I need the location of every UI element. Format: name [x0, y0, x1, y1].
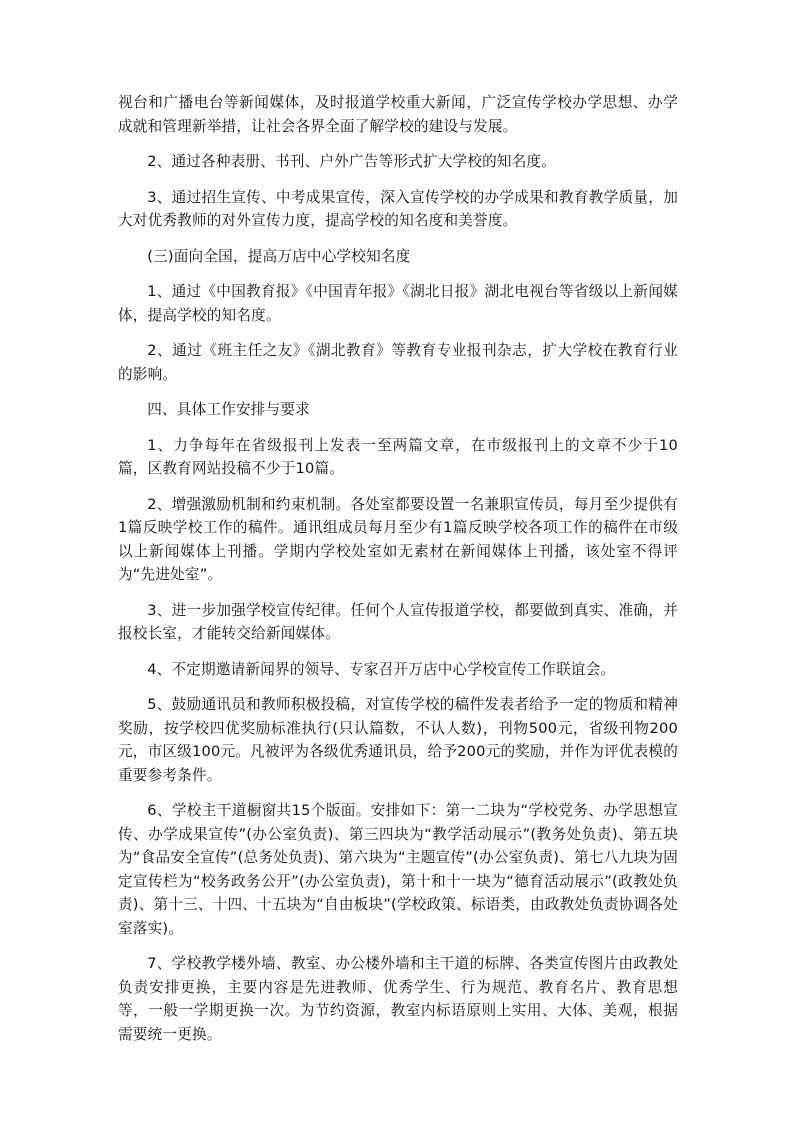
- paragraph-item-1-articles: 1、力争每年在省级报刊上发表一至两篇文章，在市级报刊上的文章不少于10篇，区教育网站投稿不少于10篇。: [118, 436, 678, 477]
- paragraph-item-2-brochures: 2、通过各种表册、书刊、户外广告等形式扩大学校的知名度。: [147, 153, 557, 170]
- paragraph-item-3-enrollment: 3、通过招生宣传、中考成果宣传，深入宣传学校的办学成果和教育教学质量，加大对优秀教师的对外宣传力度，提高学校的知名度和美誉度。: [118, 188, 678, 229]
- paragraph-item-3-discipline: 3、进一步加强学校宣传纪律。任何个人宣传报道学校，都要做到真实、准确，并报校长室，才能转交给新闻媒体。: [118, 601, 678, 642]
- section-heading-national: (三)面向全国，提高万店中心学校知名度: [147, 247, 411, 265]
- paragraph-item-1-provincial-media: 1、通过《中国教育报》《中国青年报》《湖北日报》湖北电视台等省级以上新闻媒体，提高学校的知名度。: [118, 283, 678, 324]
- document-body: [118, 91, 678, 1058]
- paragraph-item-7-signage: 7、学校教学楼外墙、教室、办公楼外墙和主干道的标牌、各类宣传图片由政教处负责安排更换，主要内容是先进教师、优秀学生、行为规范、教育名片、教育思想等，一般一学期更换一次。为节约资源，教室内标语原则上实用、大体、美观，根据需要统一更换。: [118, 955, 678, 1043]
- paragraph-item-6-showcase: 6、学校主干道橱窗共15个版面。安排如下：第一二块为“学校党务、办学思想宣传、办学成果宣传”(办公室负责)、第三四块为“教学活动展示”(教务处负责)、第五块为“食品安全宣传”(总务处负责)、第六块为“主题宣传”(办公室负责)、第七八九块为固定宣传栏为“校务政务公开”(办公室负责)，第十和十一块为“德育活动展示”(政教处负责)、第十三、十四、十五块为“自由板块”(学校政策、标语类，由政教处负责协调各处室落实)。: [118, 802, 678, 937]
- section-heading-arrangements: 四、具体工作安排与要求: [147, 401, 310, 418]
- paragraph-continued: 视台和广播电台等新闻媒体，及时报道学校重大新闻，广泛宣传学校办学思想、办学成就和管理新举措，让社会各界全面了解学校的建设与发展。: [118, 94, 678, 135]
- paragraph-item-4-press-meeting: 4、不定期邀请新闻界的领导、专家召开万店中心学校宣传工作联谊会。: [147, 660, 616, 678]
- paragraph-item-2-journals: 2、通过《班主任之友》《湖北教育》等教育专业报刊杂志，扩大学校在教育行业的影响。: [118, 342, 678, 383]
- paragraph-item-5-rewards: 5、鼓励通讯员和教师积极投稿，对宣传学校的稿件发表者给予一定的物质和精神奖励，按学校四优奖励标准执行(只认篇数，不认人数)，刊物500元，省级刊物200元，市区级100元。凡被评为各级优秀通讯员，给予200元的奖励，并作为评优表模的重要参考条件。: [118, 696, 678, 784]
- paragraph-item-2-incentives: 2、增强激励机制和约束机制。各处室都要设置一名兼职宣传员，每月至少提供有1篇反映学校工作的稿件。通讯组成员每月至少有1篇反映学校各项工作的稿件在市级以上新闻媒体上刊播。学期内学校处室如无素材在新闻媒体上刊播，该处室不得评为“先进处室”。: [118, 495, 678, 583]
